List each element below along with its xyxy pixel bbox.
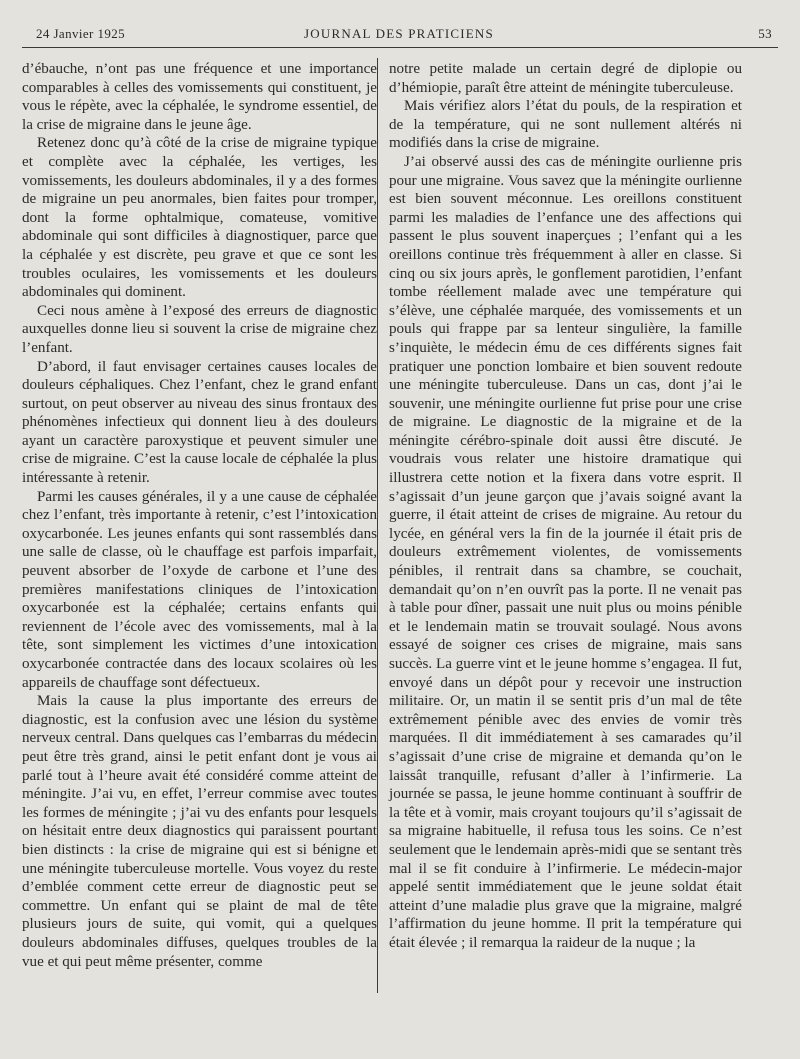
paragraph: Parmi les causes générales, il y a une cause de céphalée chez l’enfant, très importante à retenir, c’est l’intoxication oxycarbonée. Les jeunes enfants qui sont rassemblés dans une salle de classe, où le chauffage est parfois imparfait, peuvent absorber de l’oxyde de carbone et l’une des premières manifestations cliniques de l’intoxication oxycarbonée est la céphalée; certains enfants qui reviennent de l’école avec des vomissements, mal à la tête, sont simplement les victimes d’une intoxication oxycarbonée contractée dans des locaux scolaires où les appareils de chauffage sont défectueux. [22, 488, 377, 691]
header-rule [22, 47, 778, 48]
paragraph: Mais la cause la plus importante des erreurs de diagnostic, est la confusion avec une lésion du système nerveux central. Dans quelques cas l’embarras du médecin peut être très grand, ainsi le petit enfant dont je vous ai parlé tout à l’heure avait été considéré comme atteint de méningite. J’ai vu, en effet, l’erreur commise avec toutes les formes de méningite ; j’ai vu des enfants pour lesquels on hésitait entre deux diagnostics qui paraissent pourtant bien distincts : la crise de migraine qui est si bénigne et une méningite tuberculeuse mortelle. Vous voyez du reste d’emblée comment cette erreur de diagnostic peut se commettre. Un enfant qui se plaint de mal de tête plusieurs jours de suite, qui vomit, qui a quelques douleurs abdominales diffuses, quelques troubles de la vue et qui peut même présenter, comme [22, 693, 377, 970]
paragraph: Ceci nous amène à l’exposé des erreurs de diagnostic auxquelles donne lieu si souvent la crise de migraine chez l’enfant. [22, 302, 377, 356]
paragraph: Retenez donc qu’à côté de la crise de migraine typique et complète avec la céphalée, les vertiges, les vomissements, les douleurs abdominales, il y a des formes de migraine un peu anormales, bien faites pour tromper, dont la forme ophtalmique, comateuse, vomitive abdominale qui sont difficiles à diagnostiquer, parce que la céphalée y est discrète, peu grave et que ce sont les troubles oculaires, les vomissements et les douleurs abdominales qui dominent. [22, 135, 377, 301]
paragraph: notre petite malade un certain degré de diplopie ou d’hémiopie, paraît être atteint de méningite tuberculeuse. [389, 61, 742, 96]
right-column [389, 60, 742, 953]
paragraph: D’abord, il faut envisager certaines causes locales de douleurs céphaliques. Chez l’enfant, chez le grand enfant surtout, on peut observer au niveau des sinus frontaux des phénomènes infectieux qui donnent lieu à des douleurs ayant un caractère paroxystique et peuvent simuler une crise de migraine. C’est la cause locale de céphalée la plus intéressante à retenir. [22, 358, 377, 487]
running-header [18, 26, 780, 46]
page-number: 53 [758, 26, 772, 41]
left-column [22, 60, 377, 971]
paragraph: d’ébauche, n’ont pas une fréquence et une importance comparables à celles des vomissements qui constituent, je vous le répète, avec la céphalée, le syndrome essentiel, de la crise de migraine dans le jeune âge. [22, 61, 377, 133]
journal-title: JOURNAL DES PRATICIENS [304, 26, 494, 41]
column-divider [377, 58, 378, 993]
paragraph: Mais vérifiez alors l’état du pouls, de la respiration et de la température, qui ne sont nullement altérés ni modifiés dans la crise de migraine. [389, 98, 742, 152]
issue-date: 24 Janvier 1925 [36, 26, 126, 41]
paragraph: J’ai observé aussi des cas de méningite ourlienne pris pour une migraine. Vous savez que la méningite ourlienne est bien souvent méconnue. Les oreillons constituent parmi les maladies de l’enfance une des affections qui passent le plus souvent inaperçues ; l’enfant qui a les oreillons continue très fréquemment à aller en classe. Si cinq ou six jours après, le gonflement parotidien, l’enfant tombe réellement malade avec une température qui s’élève, une céphalée marquée, des vomissements et un pouls qui frappe par sa lenteur singulière, la famille s’inquiète, le médecin ému de ces différents signes fait pratiquer une ponction lombaire et bien souvent redoute une méningite tuberculeuse. Dans un cas, dont j’ai le souvenir, une méningite ourlienne fut prise pour une crise de migraine. Le diagnostic de la migraine et de la méningite cérébro-spinale doit aussi être discuté. Je voudrais vous relater une histoire dramatique qui illustrera cette notion et la fixera dans votre esprit. Il s’agissait d’un jeune garçon que j’avais soigné avant la guerre, il était atteint de crises de migraine. Au retour du lycée, en général vers la fin de la journée il était pris de douleurs extrêmement violentes, de vomissements pénibles, il rentrait dans sa chambre, se couchait, demandait qu’on n’en ouvrît pas la porte. Il ne venait pas à table pour dîner, passait une nuit plus ou moins pénible et le lendemain matin se trouvait soulagé. Nous avons essayé de soigner ces crises de migraine, mais sans succès. La guerre vint et le jeune homme s’engagea. Il fut, envoyé dans un dépôt pour y recevoir une instruction militaire. Or, un matin il se sentit pris d’un mal de tête extrêmement pénible avec des envies de vomir très marquées. Il dit immédiatement à ses camarades qu’il s’agissait d’une crise de migraine et demanda qu’on le laissât tranquille, refusant d’aller à l’infirmerie. La journée se passa, le jeune homme continuant à souffrir de la tête et à vomir, mais croyant toujours qu’il s’agissait de sa migraine habituelle, il refusa tous les soins. Ce n’est seulement que le lendemain après-midi que se sentant très mal il se fit conduire à l’infirmerie. Le médecin-major appelé sentit immédiatement que le jeune soldat était atteint d’une maladie plus grave que la migraine, malgré l’affirmation du jeune homme. Il prit la température qui était élevée ; il remarqua la raideur de la nuque ; la [389, 153, 742, 951]
